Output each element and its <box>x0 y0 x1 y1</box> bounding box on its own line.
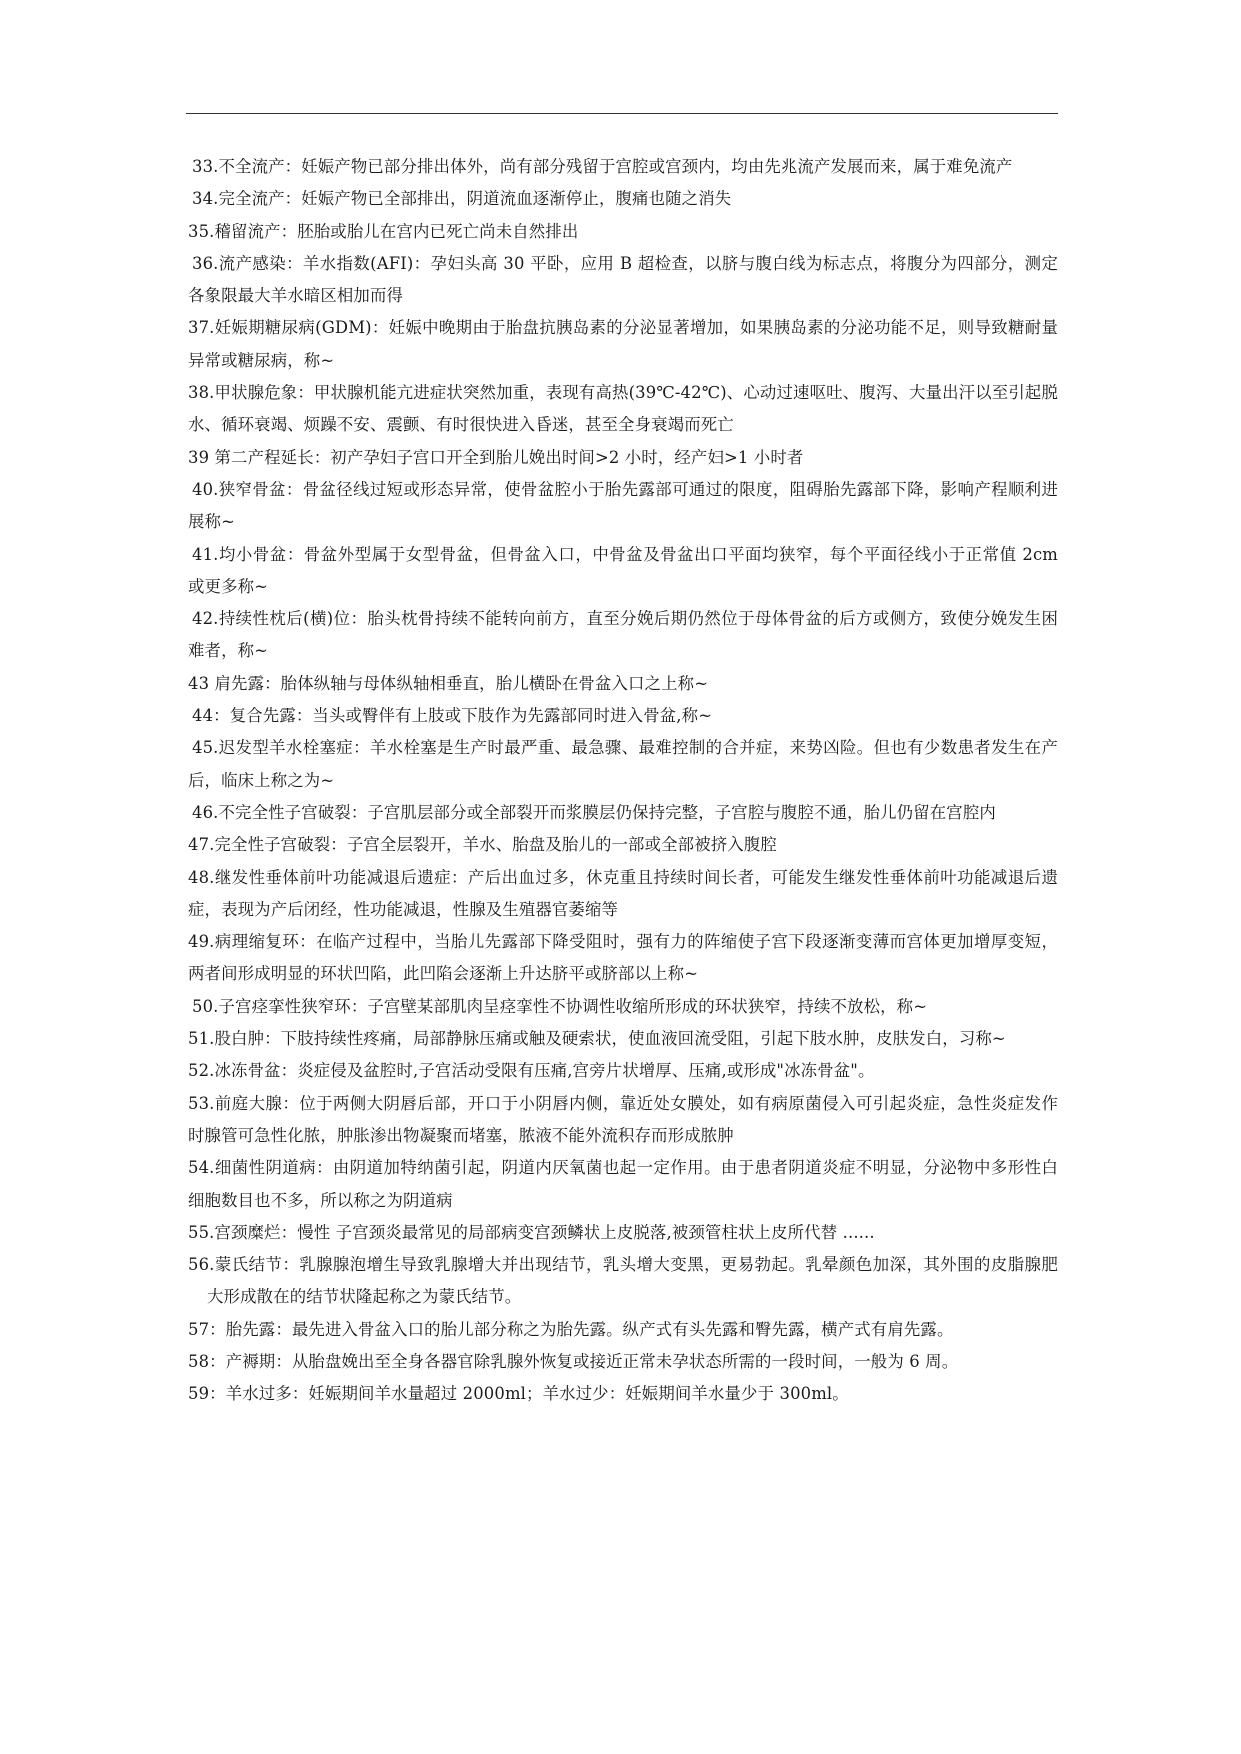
entry-58: 58：产褥期：从胎盘娩出至全身各器官除乳腺外恢复或接近正常未孕状态所需的一段时间，一般为 6 周。 <box>188 1351 959 1371</box>
entry-59: 59：羊水过多：妊娠期间羊水量超过 2000ml；羊水过少：妊娠期间羊水量少于 300ml。 <box>188 1384 849 1404</box>
entry-39: 39 第二产程延长：初产孕妇子宫口开全到胎儿娩出时间>2 小时，经产妇>1 小时者 <box>188 447 804 467</box>
entry-41: 41.均小骨盆：骨盆外型属于女型骨盆，但骨盆入口，中骨盆及骨盆出口平面均狭窄，每个平面径线小于正常值 2cm 或更多称~ <box>188 544 1058 596</box>
entry-57: 57：胎先露：最先进入骨盆入口的胎儿部分称之为胎先露。纵产式有头先露和臀先露，横产式有肩先露。 <box>188 1319 954 1339</box>
entry-38: 38.甲状腺危象：甲状腺机能亢进症状突然加重，表现有高热(39℃-42℃)、心动过速呕吐、腹泻、大量出汗以至引起脱水、循环衰竭、烦躁不安、震颤、有时很快进入昏迷，甚至全身衰竭而死亡 <box>188 383 1058 435</box>
entry-54: 54.细菌性阴道病：由阴道加特纳菌引起，阴道内厌氧菌也起一定作用。由于患者阴道炎症不明显，分泌物中多形性白细胞数目也不多，所以称之为阴道病 <box>188 1158 1058 1210</box>
entry-42: 42.持续性枕后(横)位：胎头枕骨持续不能转向前方，直至分娩后期仍然位于母体骨盆的后方或侧方，致使分娩发生困难者，称~ <box>188 609 1058 661</box>
entry-44: 44：复合先露：当头或臀伴有上肢或下肢作为先露部同时进入骨盆,称~ <box>192 706 713 726</box>
entry-56: 56.蒙氏结节：乳腺腺泡增生导致乳腺增大并出现结节，乳头增大变黑，更易勃起。乳晕颜色加深，其外围的皮脂腺肥大形成散在的结节状隆起称之为蒙氏结节。 <box>188 1255 1058 1307</box>
entry-43: 43 肩先露：胎体纵轴与母体纵轴相垂直，胎儿横卧在骨盆入口之上称~ <box>188 673 709 693</box>
entry-33: 33.不全流产：妊娠产物已部分排出体外，尚有部分残留于宫腔或宫颈内，均由先兆流产发展而来，属于难免流产 <box>192 157 1013 176</box>
entry-51: 51.股白肿：下肢持续性疼痛，局部静脉压痛或触及硬索状，使血液回流受阻，引起下肢水肿，皮肤发白，习称~ <box>188 1029 1006 1049</box>
entry-36: 36.流产感染：羊水指数(AFI)：孕妇头高 30 平卧，应用 B 超检查，以脐与腹白线为标志点，将腹分为四部分，测定各象限最大羊水暗区相加而得 <box>188 253 1058 306</box>
entry-52: 52.冰冻骨盆：炎症侵及盆腔时,子宫活动受限有压痛,宫旁片状增厚、压痛,或形成"冰冻骨盆"。 <box>188 1061 875 1081</box>
entry-37: 37.妊娠期糖尿病(GDM)：妊娠中晚期由于胎盘抗胰岛素的分泌显著增加，如果胰岛素的分泌功能不足，则导致糖耐量异常或糖尿病，称~ <box>188 318 1058 370</box>
entry-53: 53.前庭大腺：位于两侧大阴唇后部，开口于小阴唇内侧，靠近处女膜处，如有病原菌侵入可引起炎症，急性炎症发作时腺管可急性化脓，肿胀渗出物凝聚而堵塞，脓液不能外流积存而形成脓肿 <box>188 1093 1058 1145</box>
definitions-list <box>188 151 1058 1411</box>
entry-49: 49.病理缩复环：在临产过程中，当胎儿先露部下降受阻时，强有力的阵缩使子宫下段逐渐变薄而宫体更加增厚变短，两者间形成明显的环状凹陷，此凹陷会逐渐上升达脐平或脐部以上称~ <box>188 932 1058 984</box>
header-rule <box>186 113 1058 114</box>
entry-55: 55.宫颈糜烂：慢性 子宫颈炎最常见的局部病变宫颈鳞状上皮脱落,被颈管柱状上皮所代替 ...... <box>188 1222 875 1242</box>
entry-34: 34.完全流产：妊娠产物已全部排出，阴道流血逐渐停止，腹痛也随之消失 <box>192 189 732 209</box>
entry-48: 48.继发性垂体前叶功能减退后遗症：产后出血过多，休克重且持续时间长者，可能发生继发性垂体前叶功能减退后遗症，表现为产后闭经，性功能减退，性腺及生殖器官萎缩等 <box>188 867 1058 919</box>
entry-45: 45.迟发型羊水栓塞症：羊水栓塞是生产时最严重、最急骤、最难控制的合并症，来势凶险。但也有少数患者发生在产后，临床上称之为~ <box>188 738 1058 790</box>
entry-50: 50.子宫痉挛性狭窄环：子宫壁某部肌肉呈痉挛性不协调性收缩所形成的环状狭窄，持续不放松，称~ <box>192 996 928 1016</box>
entry-46: 46.不完全性子宫破裂：子宫肌层部分或全部裂开而浆膜层仍保持完整，子宫腔与腹腔不通，胎儿仍留在宫腔内 <box>192 802 996 822</box>
entry-40: 40.狭窄骨盆：骨盆径线过短或形态异常，使骨盆腔小于胎先露部可通过的限度，阻碍胎先露部下降，影响产程顺利进展称~ <box>188 479 1058 532</box>
entry-35: 35.稽留流产：胚胎或胎儿在宫内已死亡尚未自然排出 <box>188 221 579 241</box>
entry-47: 47.完全性子宫破裂：子宫全层裂开，羊水、胎盘及胎儿的一部或全部被挤入腹腔 <box>188 835 777 855</box>
